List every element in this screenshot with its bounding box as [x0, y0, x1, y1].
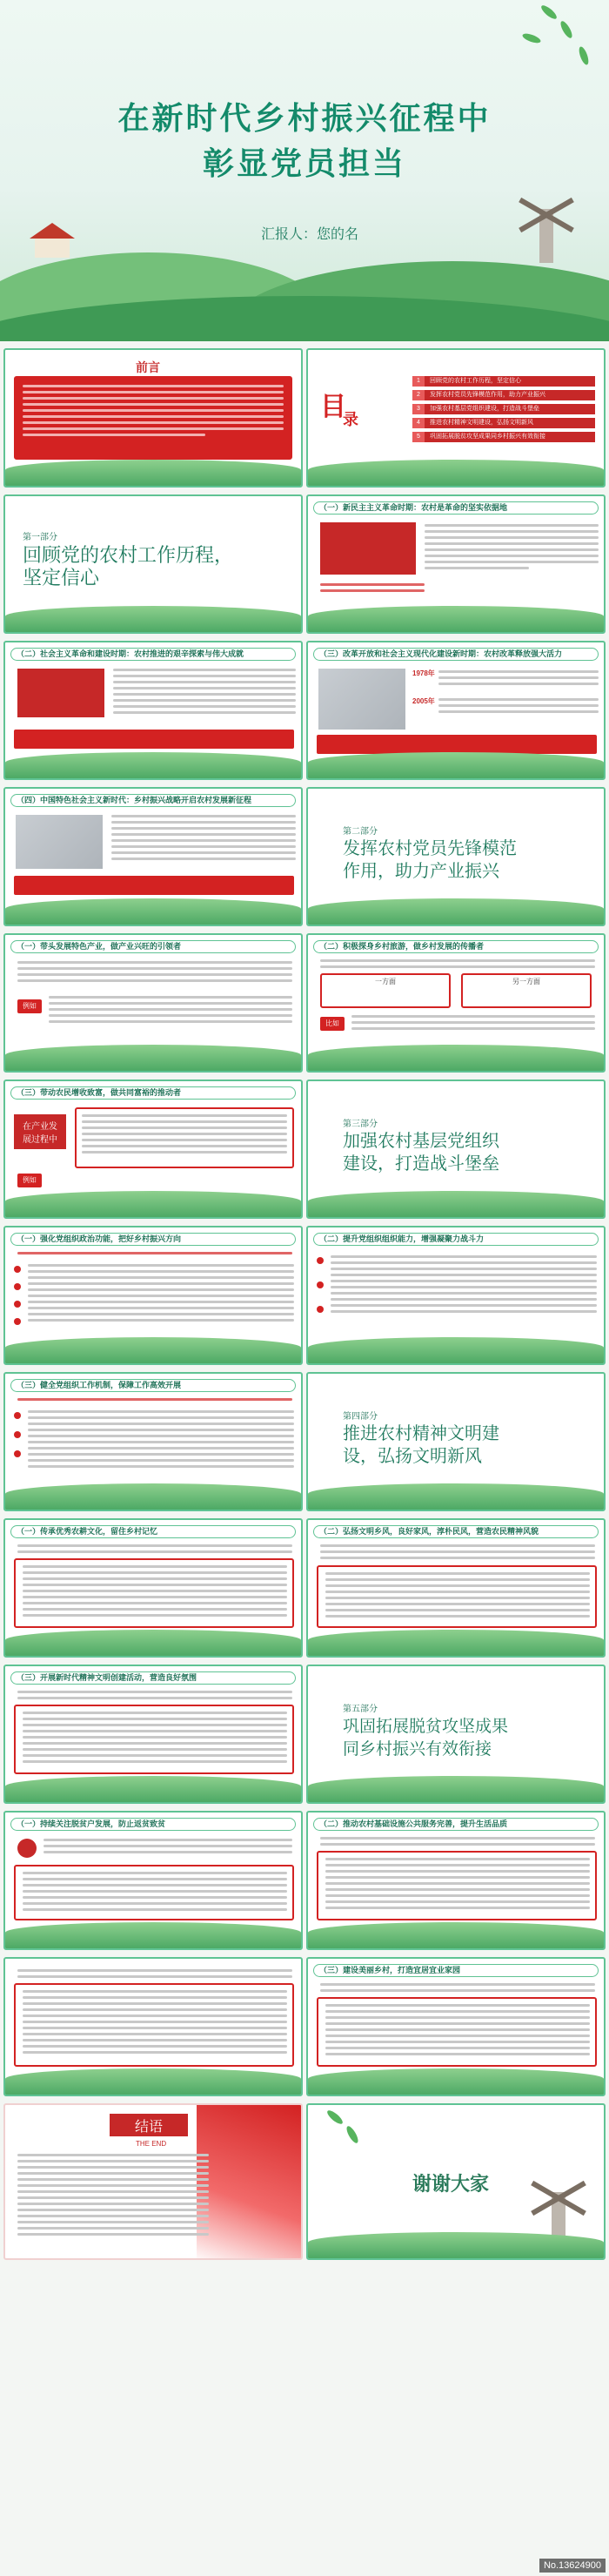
slide-p1-4[interactable]	[3, 787, 303, 926]
point-box-2: 另一方面	[461, 973, 592, 1008]
slide-heading: （三）改革开放和社会主义现代化建设新时期：农村改革释放强大活力	[313, 648, 599, 661]
hill-band	[308, 1630, 604, 1656]
slide-heading: （一）新民主主义革命时期：农村是革命的坚实依据地	[313, 501, 599, 515]
slide-p4-2[interactable]	[306, 1518, 606, 1658]
slide-heading: （二）推动农村基础设施公共服务完善，提升生活品质	[313, 1818, 599, 1831]
part-title-line2: 坚定信心	[23, 567, 100, 589]
hill-band	[308, 898, 604, 925]
slide-part1[interactable]	[3, 494, 303, 634]
image-card	[17, 669, 104, 717]
part-label: 第四部分	[343, 1412, 378, 1422]
hill-band	[308, 752, 604, 778]
cover-title-line1: 在新时代乡村振兴征程中	[117, 100, 492, 136]
slide-p5-3[interactable]	[306, 1957, 606, 2096]
slide-heading: （一）持续关注脱贫户发展，防止返贫致贫	[10, 1818, 296, 1831]
hill-band	[5, 898, 301, 925]
slide-heading: （四）中国特色社会主义新时代：乡村振兴战略开启农村发展新征程	[10, 794, 296, 807]
part-title-line2: 同乡村振兴有效衔接	[343, 1740, 492, 1759]
slide-p1-3[interactable]	[306, 641, 606, 780]
slide-heading: （一）传承优秀农耕文化，留住乡村记忆	[10, 1525, 296, 1538]
slide-heading: （一）带头发展特色产业，做产业兴旺的引领者	[10, 940, 296, 953]
leaf-icon	[521, 31, 541, 44]
slide-p1-1[interactable]	[306, 494, 606, 634]
leaf-icon	[577, 45, 590, 65]
hill-band	[308, 1045, 604, 1071]
cover-reporter: 汇报人：您的名	[261, 227, 359, 242]
slide-part3[interactable]	[306, 1079, 606, 1219]
slide-heading: （二）社会主义革命和建设时期：农村推进的艰辛探索与伟大成就	[10, 648, 296, 661]
text-box	[14, 1865, 294, 1920]
image-card	[320, 522, 416, 575]
windmill-icon	[539, 209, 553, 263]
example-tag: 例如	[17, 1174, 42, 1187]
cover-slide[interactable]	[0, 0, 609, 341]
hill-band	[5, 1630, 301, 1656]
part-title-line2: 建设，打造战斗堡垒	[343, 1154, 499, 1174]
hill-band	[308, 1483, 604, 1510]
slide-preface[interactable]	[3, 348, 303, 488]
slide-heading: （三）建设美丽乡村，打造宜居宜业家园	[313, 1964, 599, 1977]
watermark-id: No.13624900	[539, 2559, 606, 2573]
hill-band	[308, 460, 604, 486]
hill-band	[5, 752, 301, 778]
photo-placeholder	[16, 815, 103, 869]
slide-ending[interactable]	[3, 2103, 303, 2260]
toc-mu: 目	[320, 393, 346, 421]
toc-item[interactable]: 2 发挥农村党员先锋模范作用，助力产业振兴	[412, 390, 595, 400]
slide-p3-3[interactable]	[3, 1372, 303, 1511]
text-box	[317, 1565, 597, 1628]
point-box-1: 一方面	[320, 973, 451, 1008]
windmill-icon	[552, 2192, 566, 2236]
slide-part5[interactable]	[306, 1665, 606, 1804]
slide-thanks[interactable]	[306, 2103, 606, 2260]
slide-part4[interactable]	[306, 1372, 606, 1511]
thanks-text: 谢谢大家	[412, 2173, 490, 2195]
badge-in-industry: 在产业发 展过程中	[14, 1114, 66, 1149]
part-title-line1: 巩固拓展脱贫攻坚成果	[343, 1718, 509, 1736]
hill-band	[308, 1776, 604, 1802]
hill-band	[5, 2068, 301, 2095]
text-box	[317, 1997, 597, 2067]
slide-p4-1[interactable]	[3, 1518, 303, 1658]
part-title-line2: 设，弘扬文明新风	[343, 1447, 482, 1466]
leaf-icon	[325, 2109, 345, 2126]
text-box	[317, 1851, 597, 1920]
part-label: 第五部分	[343, 1705, 378, 1714]
toc-item[interactable]: 3 加强农村基层党组织建设，打造战斗堡垒	[412, 404, 595, 414]
part-title-line1: 加强农村基层党组织	[343, 1132, 499, 1151]
slide-p5-1b[interactable]	[3, 1957, 303, 2096]
ending-title: 结语	[110, 2114, 188, 2136]
toc-item[interactable]: 1 回顾党的农村工作历程，坚定信心	[412, 376, 595, 387]
hill-band	[5, 1776, 301, 1802]
highlight-bar	[14, 730, 294, 749]
hill-band	[5, 1337, 301, 1363]
toc-item[interactable]: 5 巩固拓展脱贫攻坚成果同乡村振兴有效衔接	[412, 432, 595, 442]
hill-band	[5, 1922, 301, 1948]
part-label: 第三部分	[343, 1120, 378, 1129]
farmhouse-icon	[35, 237, 70, 258]
part-title-line2: 作用，助力产业振兴	[343, 862, 499, 881]
hill-band	[308, 1337, 604, 1363]
slide-heading: （一）强化党组织政治功能，把好乡村振兴方向	[10, 1233, 296, 1246]
slide-p2-3[interactable]	[3, 1079, 303, 1219]
slide-toc[interactable]	[306, 348, 606, 488]
text-box	[14, 1558, 294, 1628]
text-box	[14, 1983, 294, 2067]
ending-subtitle: THE END	[136, 2140, 167, 2148]
hill-band	[5, 460, 301, 486]
hill-band	[308, 2068, 604, 2095]
text-box	[14, 1705, 294, 1774]
cover-title-line2: 彰显党员担当	[202, 145, 406, 181]
hill-band	[308, 606, 604, 632]
preface-title: 前言	[136, 360, 160, 374]
photo-placeholder	[318, 669, 405, 730]
part-title-line1: 回顾党的农村工作历程，	[23, 544, 234, 566]
year-2005: 2005年	[412, 697, 435, 705]
preface-text-block	[14, 376, 292, 460]
hill-band	[5, 1483, 301, 1510]
slide-heading: （二）提升党组织组织能力，增强凝聚力战斗力	[313, 1233, 599, 1246]
slide-heading: （三）带动农民增收致富，做共同富裕的推动者	[10, 1086, 296, 1100]
slide-p2-1[interactable]	[3, 933, 303, 1073]
hill-band	[5, 1191, 301, 1217]
slide-part2[interactable]	[306, 787, 606, 926]
part-label: 第二部分	[343, 827, 378, 837]
hill-band	[308, 2232, 604, 2258]
year-1978: 1978年	[412, 669, 435, 677]
leaf-icon	[345, 2124, 360, 2144]
red-flag-graphic	[197, 2105, 301, 2260]
slide-heading: （二）弘扬文明乡风，良好家风，淳朴民风，营造农民精神风貌	[313, 1525, 599, 1538]
text-box	[75, 1107, 294, 1168]
example-tag: 例如	[17, 999, 42, 1013]
hill-band	[308, 1191, 604, 1217]
part-title-line1: 推进农村精神文明建	[343, 1424, 499, 1443]
hill-band	[5, 1045, 301, 1071]
leaf-icon	[539, 3, 559, 21]
hill-band	[5, 606, 301, 632]
slide-heading: （三）开展新时代精神文明创建活动，营造良好氛围	[10, 1671, 296, 1685]
slide-heading: （二）积极探身乡村旅游，做乡村发展的传播者	[313, 940, 599, 953]
part-label: 第一部分	[23, 533, 57, 542]
toc-lu: 录	[343, 411, 358, 428]
slide-p3-1[interactable]	[3, 1226, 303, 1365]
slide-p5-2[interactable]	[306, 1811, 606, 1950]
part-title-line1: 发挥农村党员先锋模范	[343, 839, 517, 858]
slide-p4-3[interactable]	[3, 1665, 303, 1804]
slide-heading: （三）健全党组织工作机制，保障工作高效开展	[10, 1379, 296, 1392]
leaf-icon	[559, 19, 574, 39]
slide-p5-1[interactable]	[3, 1811, 303, 1950]
highlight-bar	[14, 876, 294, 895]
example-tag: 比如	[320, 1017, 345, 1031]
slide-p3-2[interactable]	[306, 1226, 606, 1365]
slide-p2-2[interactable]	[306, 933, 606, 1073]
person-icon	[17, 1839, 37, 1858]
toc-item[interactable]: 4 推进农村精神文明建设，弘扬文明新风	[412, 418, 595, 428]
slide-p1-2[interactable]	[3, 641, 303, 780]
highlight-bar	[317, 735, 597, 754]
hill-band	[308, 1922, 604, 1948]
